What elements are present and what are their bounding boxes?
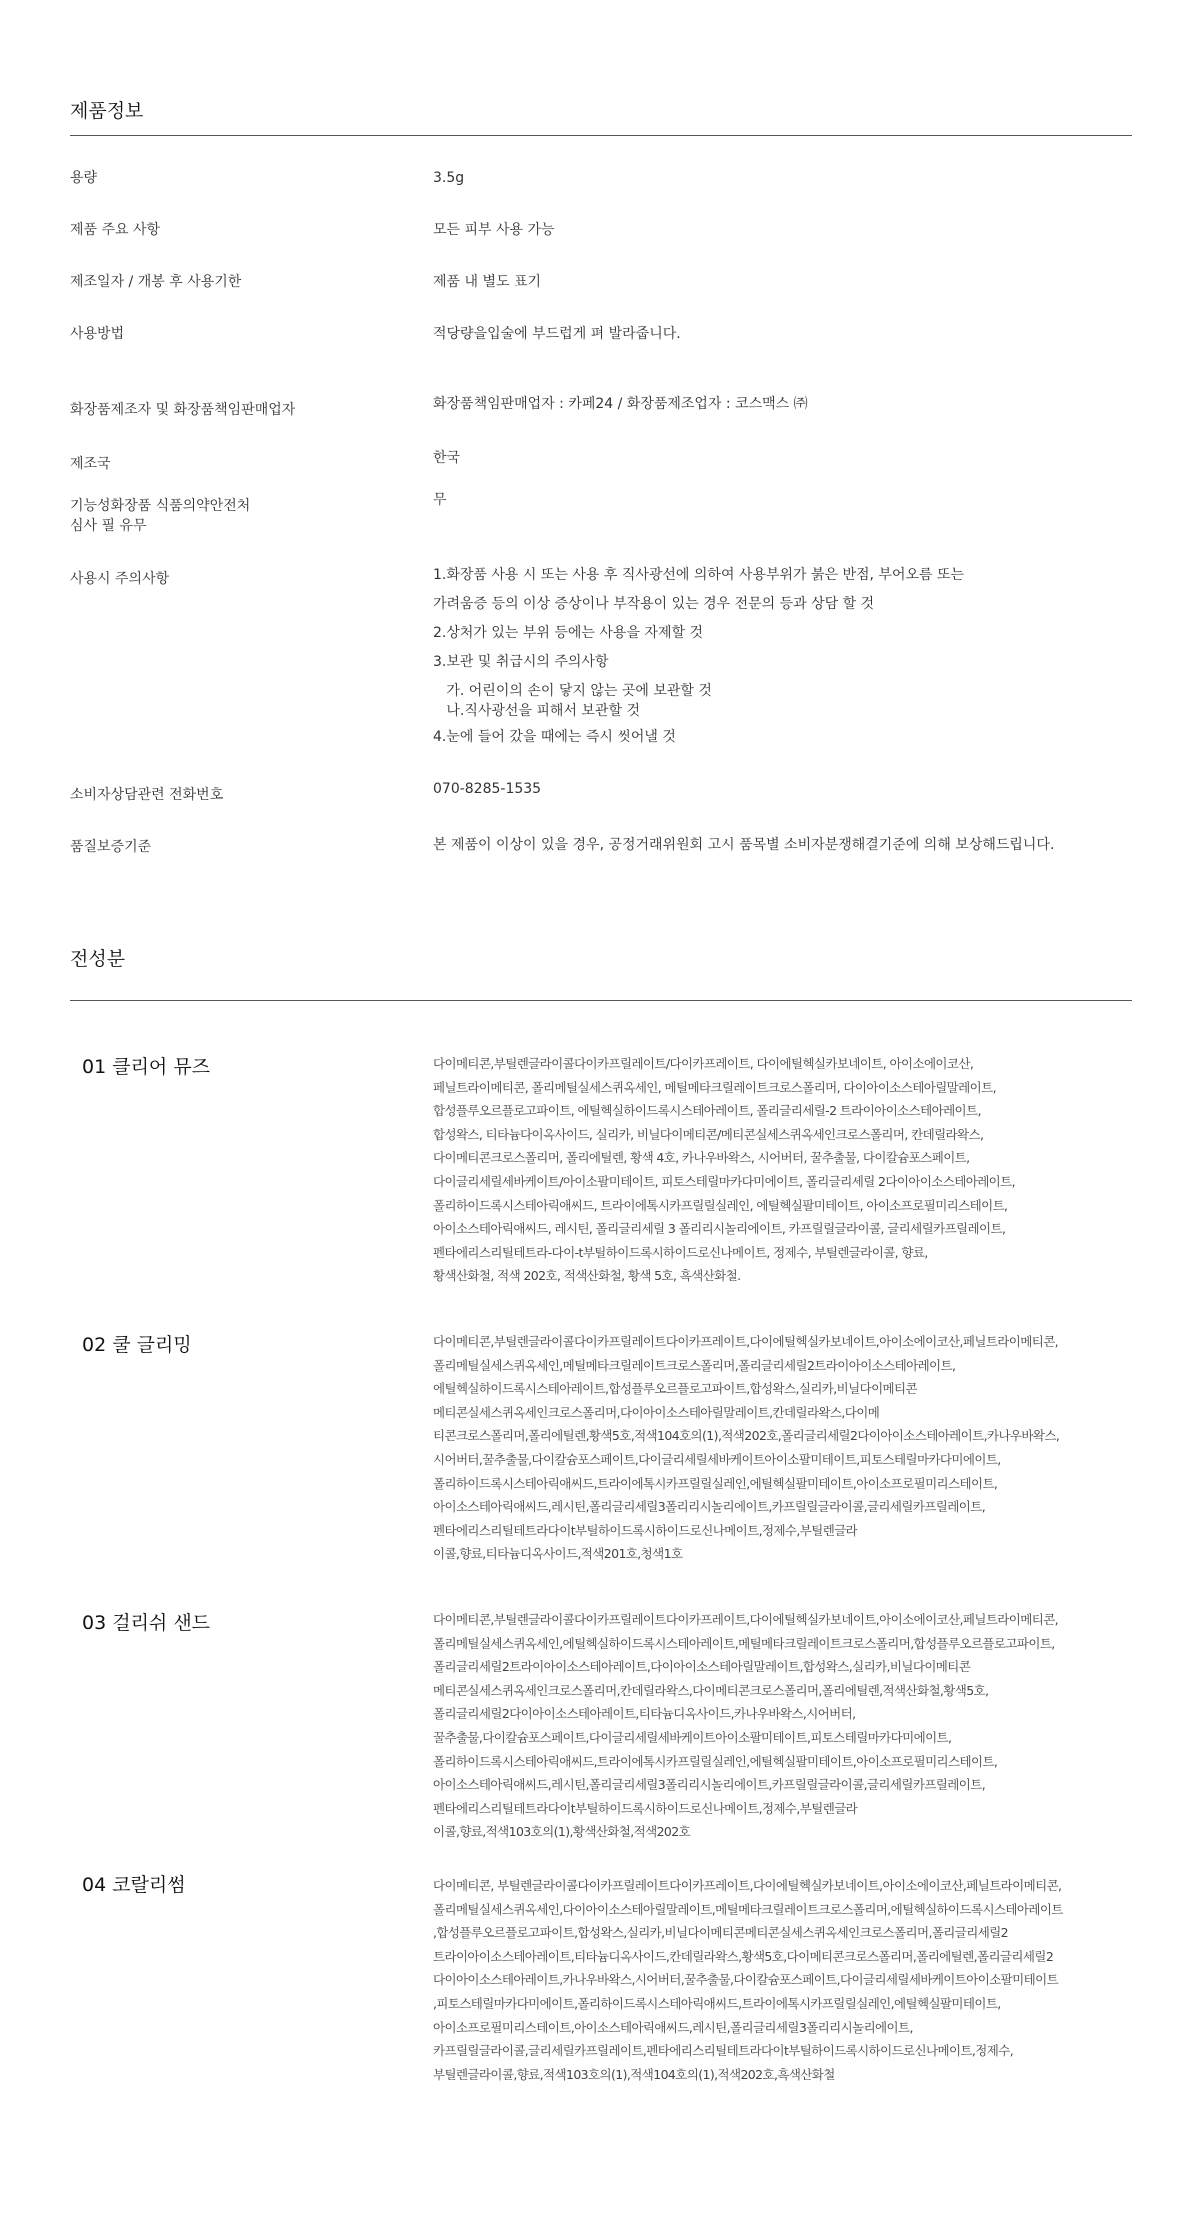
ingredient-line: 꿀추출물,다이칼슘포스페이트,다이글리세릴세바케이트아이소팔미테이트,피토스테릴마카다미에이트, [433, 1729, 952, 1745]
ingredient-line: 펜타에리스리틸테트라다이t부틸하이드록시하이드로신나메이트,정제수,부틸렌글라 [433, 1522, 858, 1538]
ingredient-line: 시어버터,꿀추출물,다이칼슘포스페이트,다이글리세릴세바케이트아이소팔미테이트,피토스테릴마카다미에이트, [433, 1451, 1001, 1467]
ingredient-line: 부틸렌글라이콜,향료,적색103호의(1),적색104호의(1),적색202호,흑색산화철 [433, 2066, 835, 2082]
ingredient-line: 다이메티콘,부틸렌글라이콜다이카프릴레이트다이카프레이트,다이에틸헥실카보네이트,아이소에이코산,페닐트라이메티콘, [433, 1334, 1059, 1349]
ingredient-shade-name: 03 걸리쉬 샌드 [82, 1612, 211, 1634]
caution-line: 2.상처가 있는 부위 등에는 사용을 자제할 것 [433, 625, 703, 641]
info-value: 3.5g [433, 170, 465, 186]
ingredient-line: 카프릴릴글라이콜,글리세릴카프릴레이트,펜타에리스리틸테트라다이t부틸하이드록시하이드로신나메이트,정제수, [433, 2043, 1014, 2059]
ingredients-divider [70, 1000, 1132, 1001]
caution-line: 나.직사광선을 피해서 보관할 것 [433, 703, 640, 719]
info-value: 화장품책임판매업자 : 카페24 / 화장품제조업자 : 코스맥스 ㈜ [433, 396, 808, 412]
ingredient-line: 티콘크로스폴리머,폴리에틸렌,황색5호,적색104호의(1),적색202호,폴리글리세릴2다이아이소스테아레이트,카나우바왁스, [433, 1428, 1060, 1444]
info-label: 제품 주요 사항 [70, 222, 161, 238]
product-info-title: 제품정보 [70, 100, 144, 122]
ingredient-line: 합성왁스, 티타늄다이옥사이드, 실리카, 비닐다이메티콘/메티콘실세스퀴옥세인크로스폴리머, 칸데릴라왁스, [433, 1126, 984, 1142]
ingredient-line: 아이소스테아릭애씨드,레시틴,폴리글리세릴3폴리리시놀리에이트,카프릴릴글라이콜,글리세릴카프릴레이트, [433, 1499, 986, 1515]
info-label: 품질보증기준 [70, 839, 152, 855]
ingredient-line: 다이메티콘,부틸렌글라이콜다이카프릴레이트다이카프레이트,다이에틸헥실카보네이트,아이소에이코산,페닐트라이메티콘, [433, 1612, 1059, 1627]
ingredient-line: ,피토스테릴마카다미에이트,폴리하이드록시스테아릭애씨드,트라이에톡시카프릴릴실레인,에틸헥실팔미테이트, [433, 1995, 1001, 2011]
ingredient-line: 에틸헥실하이드록시스테아레이트,합성플루오르플로고파이트,합성왁스,실리카,비닐다이메티콘 [433, 1381, 917, 1397]
ingredient-line: 다이아이소스테아레이트,카나우바왁스,시어버터,꿀추출물,다이칼슘포스페이트,다이글리세릴세바케이트아이소팔미테이트 [433, 1972, 1059, 1988]
ingredient-line: 다이메티콘크로스폴리머, 폴리에틸렌, 황색 4호, 카나우바왁스, 시어버터, 꿀추출물, 다이칼슘포스페이트, [433, 1150, 970, 1166]
ingredients-title: 전성분 [70, 948, 126, 970]
info-label: 제조일자 / 개봉 후 사용기한 [70, 274, 242, 290]
ingredient-line: 메티콘실세스퀴옥세인크로스폴리머,칸데릴라왁스,다이메티콘크로스폴리머,폴리에틸렌,적색산화철,황색5호, [433, 1682, 989, 1698]
caution-line: 가. 어린이의 손이 닿지 않는 곳에 보관할 것 [433, 683, 712, 699]
ingredient-line: 펜타에리스리틸테트라-다이-t부틸하이드록시하이드로신나메이트, 정제수, 부틸렌글라이콜, 향료, [433, 1244, 928, 1260]
info-value: 제품 내 별도 표기 [433, 274, 542, 290]
info-value: 적당량을입술에 부드럽게 펴 발라줍니다. [433, 326, 681, 342]
info-label: 사용시 주의사항 [70, 571, 170, 587]
ingredient-line: 아이소프로필미리스테이트,아이소스테아릭애씨드,레시틴,폴리글리세릴3폴리리시놀리에이트, [433, 2019, 913, 2035]
info-value: 모든 피부 사용 가능 [433, 222, 555, 238]
ingredient-shade-name: 01 클리어 뮤즈 [82, 1056, 211, 1078]
ingredient-line: 폴리글리세릴2다이아이소스테아레이트,티타늄디옥사이드,카나우바왁스,시어버터, [433, 1706, 856, 1722]
info-label: 기능성화장품 식품의약안전처 심사 필 유무 [70, 498, 251, 534]
caution-list [433, 561, 1133, 752]
info-value: 한국 [433, 450, 461, 466]
ingredient-line: ,합성플루오르플로고파이트,합성왁스,실리카,비닐다이메티콘메티콘실세스퀴옥세인크로스폴리머,폴리글리세릴2 [433, 1925, 1009, 1941]
ingredient-shade-name: 02 쿨 글리밍 [82, 1334, 192, 1356]
ingredient-line: 이콜,향료,티타늄디옥사이드,적색201호,청색1호 [433, 1546, 683, 1562]
ingredient-line: 폴리메틸실세스퀴옥세인,메틸메타크릴레이트크로스폴리머,폴리글리세릴2트라이아이소스테아레이트, [433, 1357, 956, 1373]
ingredient-line: 폴리하이드록시스테아릭애씨드,트라이에톡시카프릴릴실레인,에틸헥실팔미테이트,아이소프로필미리스테이트, [433, 1753, 998, 1769]
ingredient-shade-name: 04 코랄리썸 [82, 1874, 186, 1896]
ingredient-list [433, 1052, 1133, 1288]
ingredient-line: 메티콘실세스퀴옥세인크로스폴리머,다이아이소스테아릴말레이트,칸데릴라왁스,다이메 [433, 1404, 880, 1420]
ingredient-line: 펜타에리스리틸테트라다이t부틸하이드록시하이드로신나메이트,정제수,부틸렌글라 [433, 1800, 858, 1816]
ingredient-list [433, 1874, 1133, 2086]
info-label: 화장품제조자 및 화장품책임판매업자 [70, 402, 296, 418]
info-label: 소비자상담관련 전화번호 [70, 787, 224, 803]
ingredient-line: 다이메티콘, 부틸렌글라이콜다이카프릴레이트다이카프레이트,다이에틸헥실카보네이트,아이소에이코산,페닐트라이메티콘, [433, 1878, 1062, 1893]
caution-line: 1.화장품 사용 시 또는 사용 후 직사광선에 의하여 사용부위가 붉은 반점, 부어오름 또는 [433, 567, 965, 583]
ingredient-line: 폴리하이드록시스테아릭애씨드, 트라이에톡시카프릴릴실레인, 에틸헥실팔미테이트, 아이소프로필미리스테이트, [433, 1197, 1008, 1213]
caution-line: 4.눈에 들어 갔을 때에는 즉시 씻어낼 것 [433, 729, 676, 745]
ingredient-line: 페닐트라이메티콘, 폴리메틸실세스퀴옥세인, 메틸메타크릴레이트크로스폴리머, 다이아이소스테아릴말레이트, [433, 1079, 996, 1095]
ingredient-line: 폴리메틸실세스퀴옥세인,에틸헥실하이드록시스테아레이트,메틸메타크릴레이트크로스폴리머,합성플루오르플로고파이트, [433, 1635, 1055, 1651]
ingredient-line: 아이소스테아릭애씨드, 레시틴, 폴리글리세릴 3 폴리리시놀리에이트, 카프릴릴글라이콜, 글리세릴카프릴레이트, [433, 1221, 1006, 1237]
info-label: 용량 [70, 170, 98, 186]
ingredient-line: 이콜,향료,적색103호의(1),황색산화철,적색202호 [433, 1824, 691, 1840]
info-label: 제조국 [70, 456, 111, 472]
ingredient-line: 합성플루오르플로고파이트, 에틸헥실하이드록시스테아레이트, 폴리글리세릴-2 트라이아이소스테아레이트, [433, 1103, 981, 1119]
ingredient-list [433, 1608, 1133, 1844]
ingredient-line: 폴리글리세릴2트라이아이소스테아레이트,다이아이소스테아릴말레이트,합성왁스,실리카,비닐다이메티콘 [433, 1659, 971, 1675]
ingredient-list [433, 1330, 1133, 1566]
info-label: 사용방법 [70, 326, 125, 342]
ingredient-line: 아이소스테아릭애씨드,레시틴,폴리글리세릴3폴리리시놀리에이트,카프릴릴글라이콜,글리세릴카프릴레이트, [433, 1777, 986, 1793]
info-value: 본 제품이 이상이 있을 경우, 공정거래위원회 고시 품목별 소비자분쟁해결기준에 의해 보상해드립니다. [433, 837, 1055, 853]
product-info-divider [70, 135, 1132, 136]
ingredient-line: 다이메티콘,부틸렌글라이콜다이카프릴레이트/다이카프레이트, 다이에틸헥실카보네이트, 아이소에이코산, [433, 1056, 974, 1071]
ingredient-line: 황색산화철, 적색 202호, 적색산화철, 황색 5호, 흑색산화철. [433, 1268, 741, 1284]
info-value: 무 [433, 492, 447, 508]
info-value: 070-8285-1535 [433, 781, 542, 797]
ingredient-line: 폴리하이드록시스테아릭애씨드,트라이에톡시카프릴릴실레인,에틸헥실팔미테이트,아이소프로필미리스테이트, [433, 1475, 998, 1491]
caution-line: 가려움증 등의 이상 증상이나 부작용이 있는 경우 전문의 등과 상담 할 것 [433, 596, 875, 612]
ingredient-line: 폴리메틸실세스퀴옥세인,다이아이소스테아릴말레이트,메틸메타크릴레이트크로스폴리머,에틸헥실하이드록시스테아레이트 [433, 1901, 1063, 1917]
ingredient-line: 다이글리세릴세바케이트/아이소팔미테이트, 피토스테릴마카다미에이트, 폴리글리세릴 2다이아이소스테아레이트, [433, 1173, 1016, 1189]
caution-line: 3.보관 및 취급시의 주의사항 [433, 654, 609, 670]
ingredient-line: 트라이아이소스테아레이트,티타늄디옥사이드,칸데릴라왁스,황색5호,다이메티콘크로스폴리머,폴리에틸렌,폴리글리세릴2 [433, 1948, 1054, 1964]
